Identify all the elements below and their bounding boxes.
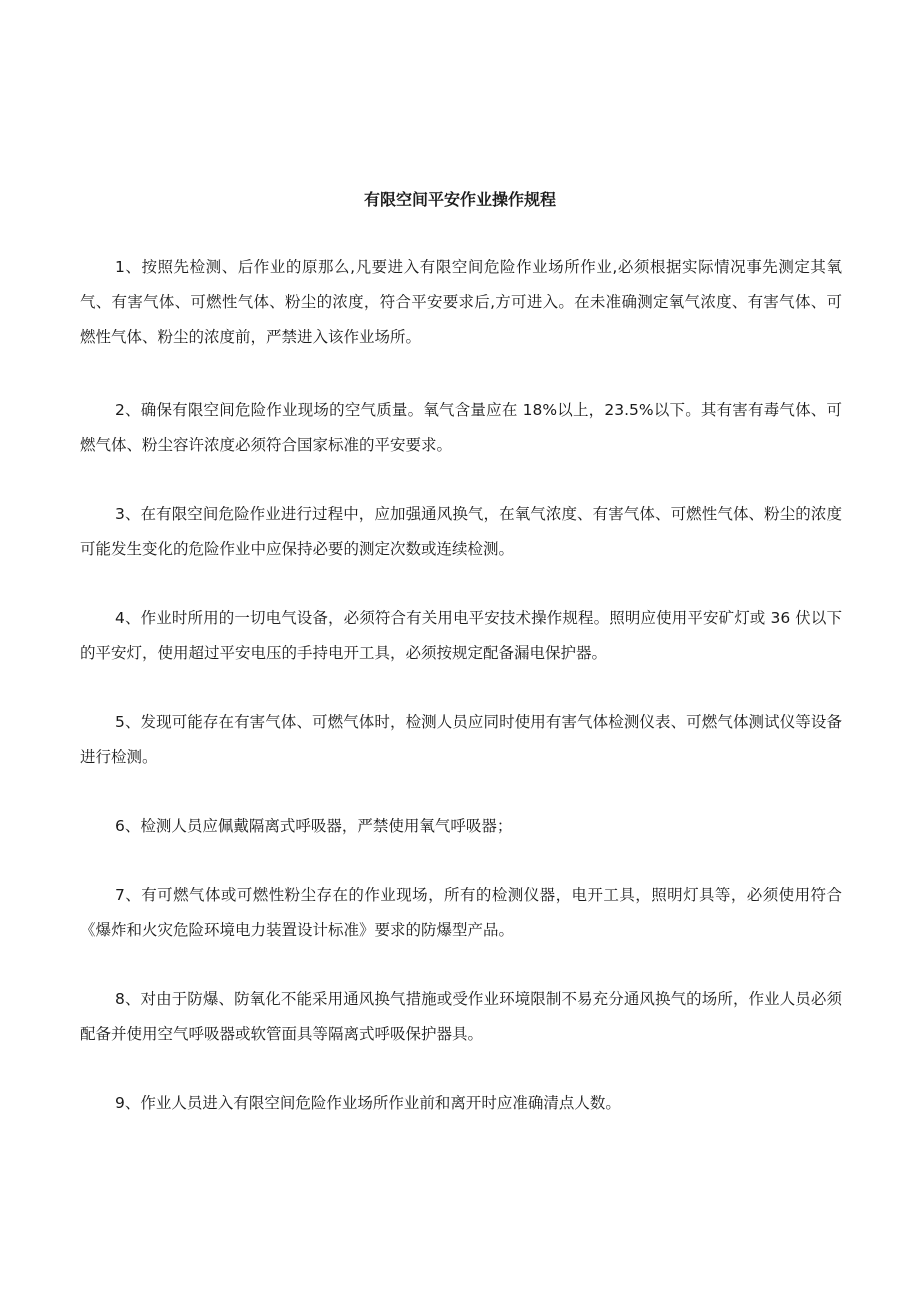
paragraph-4: 4、作业时所用的一切电气设备，必须符合有关用电平安技术操作规程。照明应使用平安矿灯或 36 伏以下的平安灯，使用超过平安电压的手持电开工具，必须按规定配备漏电保护器。 xyxy=(80,609,842,662)
paragraph-8: 8、对由于防爆、防氧化不能采用通风换气措施或受作业环境限制不易充分通风换气的场所，作业人员必须配备并使用空气呼吸器或软管面具等隔离式呼吸保护器具。 xyxy=(80,990,842,1043)
paragraph-6: 6、检测人员应佩戴隔离式呼吸器，严禁使用氧气呼吸器； xyxy=(115,817,513,835)
paragraph-9: 9、作业人员进入有限空间危险作业场所作业前和离开时应准确清点人数。 xyxy=(115,1094,621,1112)
document-title: 有限空间平安作业操作规程 xyxy=(363,190,556,209)
paragraph-5: 5、发现可能存在有害气体、可燃气体时，检测人员应同时使用有害气体检测仪表、可燃气体测试仪等设备进行检测。 xyxy=(80,713,842,766)
paragraph-2: 2、确保有限空间危险作业现场的空气质量。氧气含量应在 18%以上，23.5%以下。其有害有毒气体、可燃气体、粉尘容许浓度必须符合国家标准的平安要求。 xyxy=(80,401,842,454)
paragraph-3: 3、在有限空间危险作业进行过程中，应加强通风换气，在氧气浓度、有害气体、可燃性气体、粉尘的浓度可能发生变化的危险作业中应保持必要的测定次数或连续检测。 xyxy=(80,505,842,558)
paragraph-7: 7、有可燃气体或可燃性粉尘存在的作业现场，所有的检测仪器，电开工具，照明灯具等，必须使用符合《爆炸和火灾危险环境电力装置设计标准》要求的防爆型产品。 xyxy=(80,886,842,939)
paragraph-1: 1、按照先检测、后作业的原那么,凡要进入有限空间危险作业场所作业,必须根据实际情况事先测定其氧气、有害气体、可燃性气体、粉尘的浓度，符合平安要求后,方可进入。在未准确测定氧气浓度、有害气体、可燃性气体、粉尘的浓度前，严禁进入该作业场所。 xyxy=(80,258,842,346)
